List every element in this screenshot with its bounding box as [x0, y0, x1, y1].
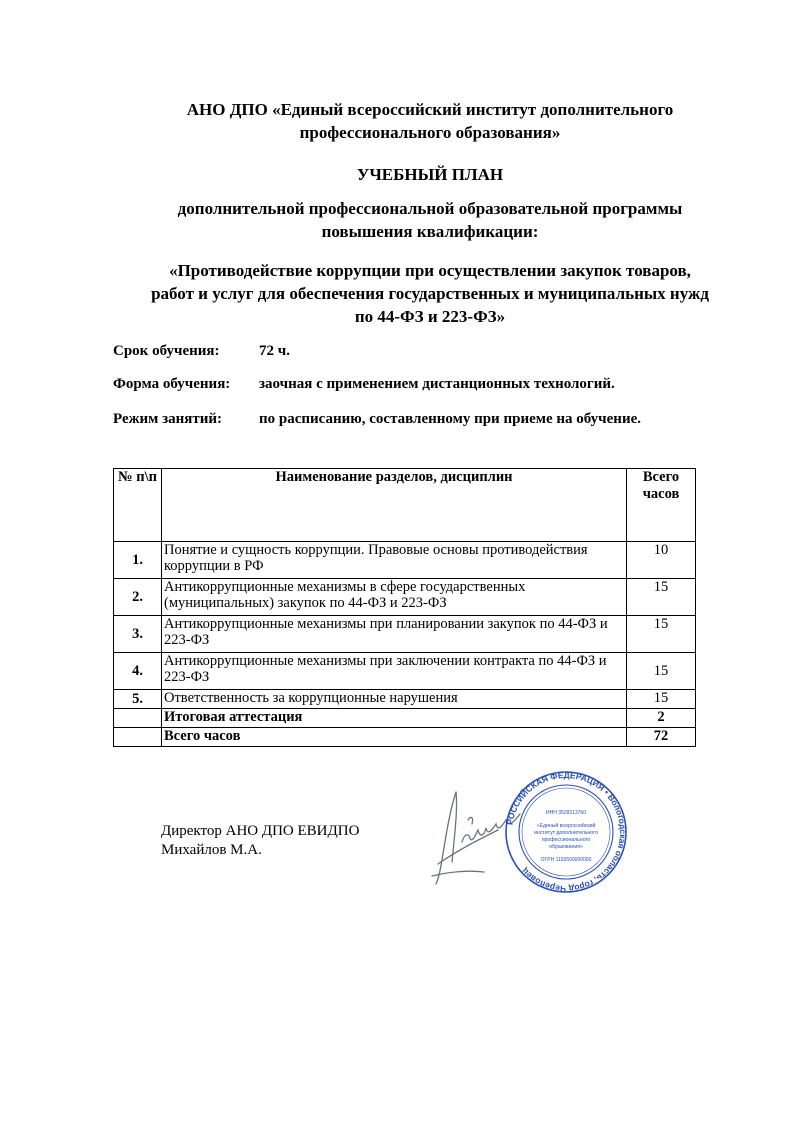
program-name: «Противодействие коррупции при осуществлении закупок товаров, работ и услуг для обеспечения государственных и муниципальных нужд по 44-ФЗ и 223-ФЗ»: [151, 261, 709, 326]
duration-label: Срок обучения:: [113, 343, 220, 359]
row-name: Антикоррупционные механизмы в сфере государственных (муниципальных) закупок по 44-ФЗ и 223-ФЗ: [162, 579, 627, 616]
organization-title: АНО ДПО «Единый всероссийский институт дополнительного профессионального образования»: [186, 100, 674, 142]
row-name: Антикоррупционные механизмы при заключении контракта по 44-ФЗ и 223-ФЗ: [162, 653, 627, 690]
mode-value: по расписанию, составленному при приеме на обучение.: [259, 411, 641, 427]
mode-field: [113, 411, 641, 428]
form-field: [113, 376, 615, 393]
svg-text:ОГРН 1193500000000: ОГРН 1193500000000: [540, 857, 592, 863]
final-attestation-row: [114, 709, 696, 728]
row-hours: 15: [627, 690, 696, 709]
official-stamp: [503, 769, 629, 895]
row-name: Антикоррупционные механизмы при планировании закупок по 44-ФЗ и 223-ФЗ: [162, 616, 627, 653]
table-row: [114, 579, 696, 616]
curriculum-table: [113, 468, 696, 747]
table-row: [114, 616, 696, 653]
row-hours: 15: [627, 653, 696, 690]
table-header-row: [114, 469, 696, 542]
row-number: 4.: [114, 653, 162, 690]
svg-text:образования»: образования»: [549, 844, 583, 850]
svg-text:профессионального: профессионального: [541, 837, 591, 843]
signatory-block: [161, 822, 359, 860]
svg-text:институт дополнительного: институт дополнительного: [534, 830, 598, 836]
plan-title: УЧЕБНЫЙ ПЛАН: [356, 165, 504, 184]
column-header-name: Наименование разделов, дисциплин: [162, 469, 627, 542]
total-label: Всего часов: [162, 728, 627, 747]
svg-text:ИНН 3528313760: ИНН 3528313760: [545, 810, 587, 816]
row-number: 1.: [114, 542, 162, 579]
signatory-position: Директор АНО ДПО ЕВИДПО: [161, 823, 360, 839]
row-name: Ответственность за коррупционные нарушения: [162, 690, 627, 709]
row-number: 5.: [114, 690, 162, 709]
row-number: 3.: [114, 616, 162, 653]
signatory-name: Михайлов М.А.: [161, 842, 262, 858]
duration-field: [113, 343, 290, 360]
form-label: Форма обучения:: [113, 376, 231, 392]
final-attestation-hours: 2: [627, 709, 696, 728]
row-hours: 15: [627, 616, 696, 653]
svg-text:«Единый всероссийский: «Единый всероссийский: [536, 823, 596, 829]
final-attestation-label: Итоговая аттестация: [162, 709, 627, 728]
column-header-number: № п\п: [114, 469, 162, 542]
empty-cell: [114, 728, 162, 747]
table-row: [114, 653, 696, 690]
row-hours: 15: [627, 579, 696, 616]
empty-cell: [114, 709, 162, 728]
table-row: [114, 690, 696, 709]
total-hours: 72: [627, 728, 696, 747]
mode-label: Режим занятий:: [113, 411, 223, 427]
form-value: заочная с применением дистанционных технологий.: [259, 376, 615, 392]
total-row: [114, 728, 696, 747]
column-header-hours: Всего часов: [627, 469, 696, 542]
row-name: Понятие и сущность коррупции. Правовые основы противодействия коррупции в РФ: [162, 542, 627, 579]
row-number: 2.: [114, 579, 162, 616]
table-row: [114, 542, 696, 579]
stamp-outer-text: РОССИЙСКАЯ ФЕДЕРАЦИЯ • Вологодская область, город Череповец: [504, 769, 629, 895]
duration-value: 72 ч.: [259, 343, 290, 359]
row-hours: 10: [627, 542, 696, 579]
program-type: дополнительной профессиональной образовательной программы повышения квалификации:: [177, 199, 683, 241]
